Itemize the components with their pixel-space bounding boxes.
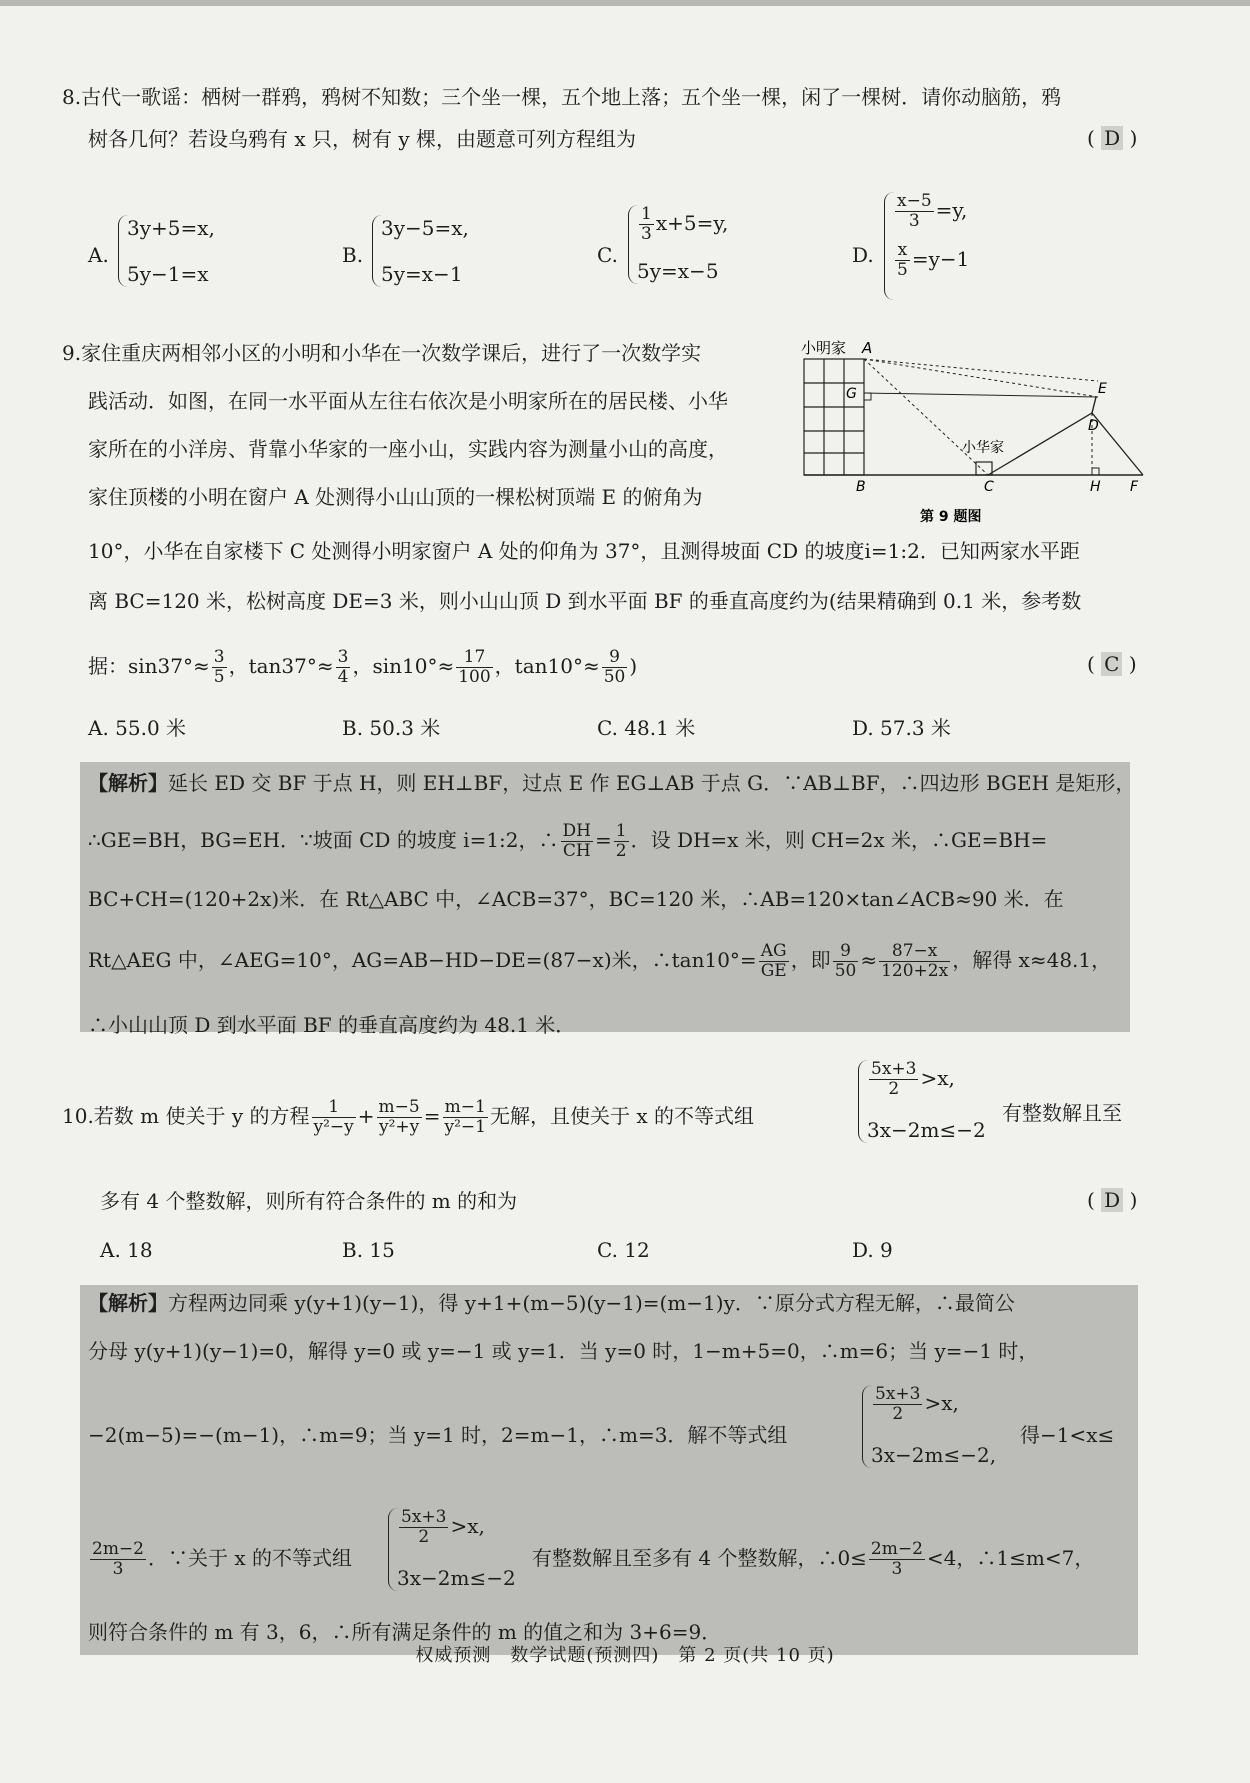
sol10-line1: 【解析】方程两边同乘 y(y+1)(y−1)，得 y+1+(m−5)(y−1)=(m−1)y．∵原分式方程无解，∴最简公 bbox=[88, 1291, 1015, 1315]
figure-point-g: G bbox=[846, 386, 857, 402]
q9-figure bbox=[798, 335, 1150, 530]
q9-stem-line4: 家住顶楼的小明在窗户 A 处测得小山山顶的一棵松树顶端 E 的俯角为 bbox=[88, 485, 703, 509]
q8-b-row1: 3y−5=x, bbox=[381, 216, 469, 240]
q8-stem-line1: 8.古代一歌谣：栖树一群鸦，鸦树不知数；三个坐一棵，五个地上落；五个坐一棵，闲了一棵树．请你动脑筋，鸦 bbox=[62, 85, 1062, 109]
q8-a-row2: 5y−1=x bbox=[127, 262, 209, 286]
hill-outline bbox=[988, 413, 1143, 475]
figure-point-b: B bbox=[856, 479, 866, 495]
sol10-line4-end: 有整数解且至多有 4 个整数解，∴0≤ $\frac{2m-2}{3}$ <4，∴1≤m<7， bbox=[532, 1539, 1095, 1579]
q9-stem-line7: 据：sin37°≈ $\frac{3}{5}$ ，tan37°≈ $\frac{3}{4}$ ，sin10°≈ $\frac{17}{100}$ ，tan10°≈ $\frac{9}{50}$ ) bbox=[88, 647, 638, 687]
q8-option-d-system bbox=[884, 192, 969, 300]
q8-option-c-label: C. bbox=[597, 243, 618, 267]
sol10-line5: 则符合条件的 m 有 3，6，∴所有满足条件的 m 的值之和为 3+6=9． bbox=[88, 1620, 722, 1644]
figure-point-h: H bbox=[1090, 479, 1101, 495]
q9-option-d: D. 57.3 米 bbox=[852, 716, 951, 740]
q9-stem-line1: 9.家住重庆两相邻小区的小明和小华在一次数学课后，进行了一次数学实 bbox=[62, 341, 702, 365]
q8-answer-letter: D bbox=[1101, 126, 1123, 150]
q10-option-c: C. 12 bbox=[597, 1238, 650, 1262]
q8-option-a-system bbox=[118, 215, 215, 287]
q9-option-b: B. 50.3 米 bbox=[342, 716, 441, 740]
q9-answer-letter: C bbox=[1101, 652, 1122, 676]
q10-stem-line2: 多有 4 个整数解，则所有符合条件的 m 的和为 bbox=[100, 1189, 518, 1213]
line-ge bbox=[864, 393, 1098, 397]
xiaohua-house bbox=[976, 462, 992, 475]
q8-c-row1: x+5=y, bbox=[655, 211, 729, 235]
sol9-line4: Rt△AEG 中，∠AEG=10°，AG=AB−HD−DE=(87−x)米，∴tan10°= $\frac{AG}{GE}$ ，即 $\frac{9}{50}$ ≈ $\frac{87-x}{120+2x}$ ，解得 x≈48.1， bbox=[88, 941, 1112, 981]
q8-c-row2: 5y=x−5 bbox=[637, 259, 719, 283]
q10-stem-line1-end: 有整数解且至 bbox=[1002, 1101, 1122, 1125]
q8-b-row2: 5y=x−1 bbox=[381, 262, 463, 286]
q9-tan37-fraction: $\frac{3}{4}$ bbox=[337, 647, 349, 687]
q9-answer: ( C ) bbox=[1087, 652, 1137, 676]
q10-stem-line1: 10.若数 m 使关于 y 的方程 $\frac{1}{\text{y²−y}}$ + $\frac{m-5}{\text{y²+y}}$ = $\frac{m-1}{\text{y²−1}}$ 无解，且使关于 x 的不等式组 bbox=[62, 1097, 754, 1137]
q9-option-a: A. 55.0 米 bbox=[88, 716, 187, 740]
sol9-line2: ∴GE=BH，BG=EH．∵坡面 CD 的坡度 i=1:2，∴ $\frac{DH}{CH}$ = $\frac{1}{2}$ ．设 DH=x 米，则 CH=2x 米，∴GE=BH= bbox=[88, 821, 1048, 861]
sol10-line3-end: 得−1<x≤ bbox=[1020, 1423, 1115, 1447]
q9-tan10-fraction: $\frac{9}{50}$ bbox=[603, 647, 626, 687]
sol9-line3: BC+CH=(120+2x)米．在 Rt△ABC 中，∠ACB=37°，BC=120 米，∴AB=120×tan∠ACB≈90 米．在 bbox=[88, 887, 1064, 911]
sol9-line1: 【解析】延长 ED 交 BF 于点 H，则 EH⊥BF，过点 E 作 EG⊥AB 于点 G．∵AB⊥BF，∴四边形 BGEH 是矩形， bbox=[88, 771, 1136, 795]
figure-point-e: E bbox=[1098, 381, 1107, 397]
sightline-ca bbox=[864, 359, 988, 475]
figure-point-f: F bbox=[1130, 479, 1139, 495]
q10-option-d: D. 9 bbox=[852, 1238, 893, 1262]
q8-d-row2: =y−1 bbox=[911, 247, 970, 271]
q8-option-b-label: B. bbox=[342, 243, 364, 267]
page-footer: 权威预测 数学试题(预测四) 第 2 页(共 10 页) bbox=[415, 1645, 835, 1666]
residential-building bbox=[804, 359, 864, 475]
q10-option-b: B. 15 bbox=[342, 1238, 395, 1262]
q8-answer: ( D ) bbox=[1087, 126, 1138, 150]
pine-tree-de bbox=[1092, 397, 1096, 413]
q8-option-c-system bbox=[628, 205, 728, 284]
sol10-line2: 分母 y(y+1)(y−1)=0，解得 y=0 或 y=−1 或 y=1．当 y=0 时，1−m+5=0，∴m=6；当 y=−1 时， bbox=[88, 1339, 1039, 1363]
sol10-line4: $\frac{2m-2}{3}$ ．∵关于 x 的不等式组 bbox=[92, 1539, 352, 1579]
right-angle-h bbox=[1092, 468, 1099, 475]
q9-option-c: C. 48.1 米 bbox=[597, 716, 696, 740]
q8-option-a-label: A. bbox=[88, 243, 109, 267]
figure-point-c: C bbox=[984, 479, 994, 495]
sol10-system2: $\frac{5x+3}{2}$ >x, 3x−2m≤−2 bbox=[388, 1508, 516, 1591]
q9-stem-line5: 10°，小华在自家楼下 C 处测得小明家窗户 A 处的仰角为 37°，且测得坡面 CD 的坡度i=1:2．已知两家水平距 bbox=[88, 539, 1080, 563]
top-edge bbox=[0, 0, 1250, 6]
q8-d-fraction2: $\frac{x}{5}$ bbox=[897, 240, 908, 280]
q9-stem-line6: 离 BC=120 米，松树高度 DE=3 米，则小山山顶 D 到水平面 BF 的垂直高度约为(结果精确到 0.1 米，参考数 bbox=[88, 589, 1082, 613]
q10-inequality-system: $\frac{5x+3}{2}$ >x, 3x−2m≤−2 bbox=[858, 1060, 986, 1143]
q10-answer: ( D ) bbox=[1087, 1188, 1138, 1212]
q9-stem-line3: 家所在的小洋房、背靠小华家的一座小山，实践内容为测量小山的高度， bbox=[88, 437, 728, 461]
q8-a-row1: 3y+5=x, bbox=[127, 216, 215, 240]
sol9-line5: ∴小山山顶 D 到水平面 BF 的垂直高度约为 48.1 米． bbox=[88, 1013, 576, 1037]
q8-c-fraction: $\frac{1}{3}$ bbox=[641, 204, 652, 244]
q10-answer-letter: D bbox=[1101, 1188, 1123, 1212]
q8-d-fraction1: $\frac{x-5}{3}$ bbox=[897, 191, 932, 231]
q8-stem-line2: 树各几何？若设乌鸦有 x 只，树有 y 棵，由题意可列方程组为 bbox=[88, 127, 637, 151]
q8-option-b-system bbox=[372, 215, 469, 287]
figure-point-d: D bbox=[1088, 418, 1099, 434]
figure-label-xiaohua-home: 小华家 bbox=[962, 440, 1004, 456]
q9-stem-line2: 践活动．如图，在同一水平面从左往右依次是小明家所在的居民楼、小华 bbox=[88, 389, 728, 413]
figure-point-a: A bbox=[862, 339, 873, 357]
q8-option-d-label: D. bbox=[852, 243, 874, 267]
figure-caption: 第 9 题图 bbox=[920, 509, 982, 525]
sol10-system1: $\frac{5x+3}{2}$ >x, 3x−2m≤−2, bbox=[862, 1385, 996, 1468]
horizontal-from-a bbox=[864, 359, 1098, 381]
sol10-line3: −2(m−5)=−(m−1)，∴m=9；当 y=1 时，2=m−1，∴m=3．解不等式组 bbox=[88, 1423, 788, 1447]
q9-sin37-fraction: $\frac{3}{5}$ bbox=[213, 647, 225, 687]
figure-label-xiaoming-home: 小明家 bbox=[801, 339, 847, 357]
right-angle-g bbox=[864, 393, 871, 400]
q9-sin10-fraction: $\frac{17}{100}$ bbox=[458, 647, 491, 687]
q10-option-a: A. 18 bbox=[100, 1238, 153, 1262]
q8-d-row1: =y, bbox=[935, 198, 968, 222]
